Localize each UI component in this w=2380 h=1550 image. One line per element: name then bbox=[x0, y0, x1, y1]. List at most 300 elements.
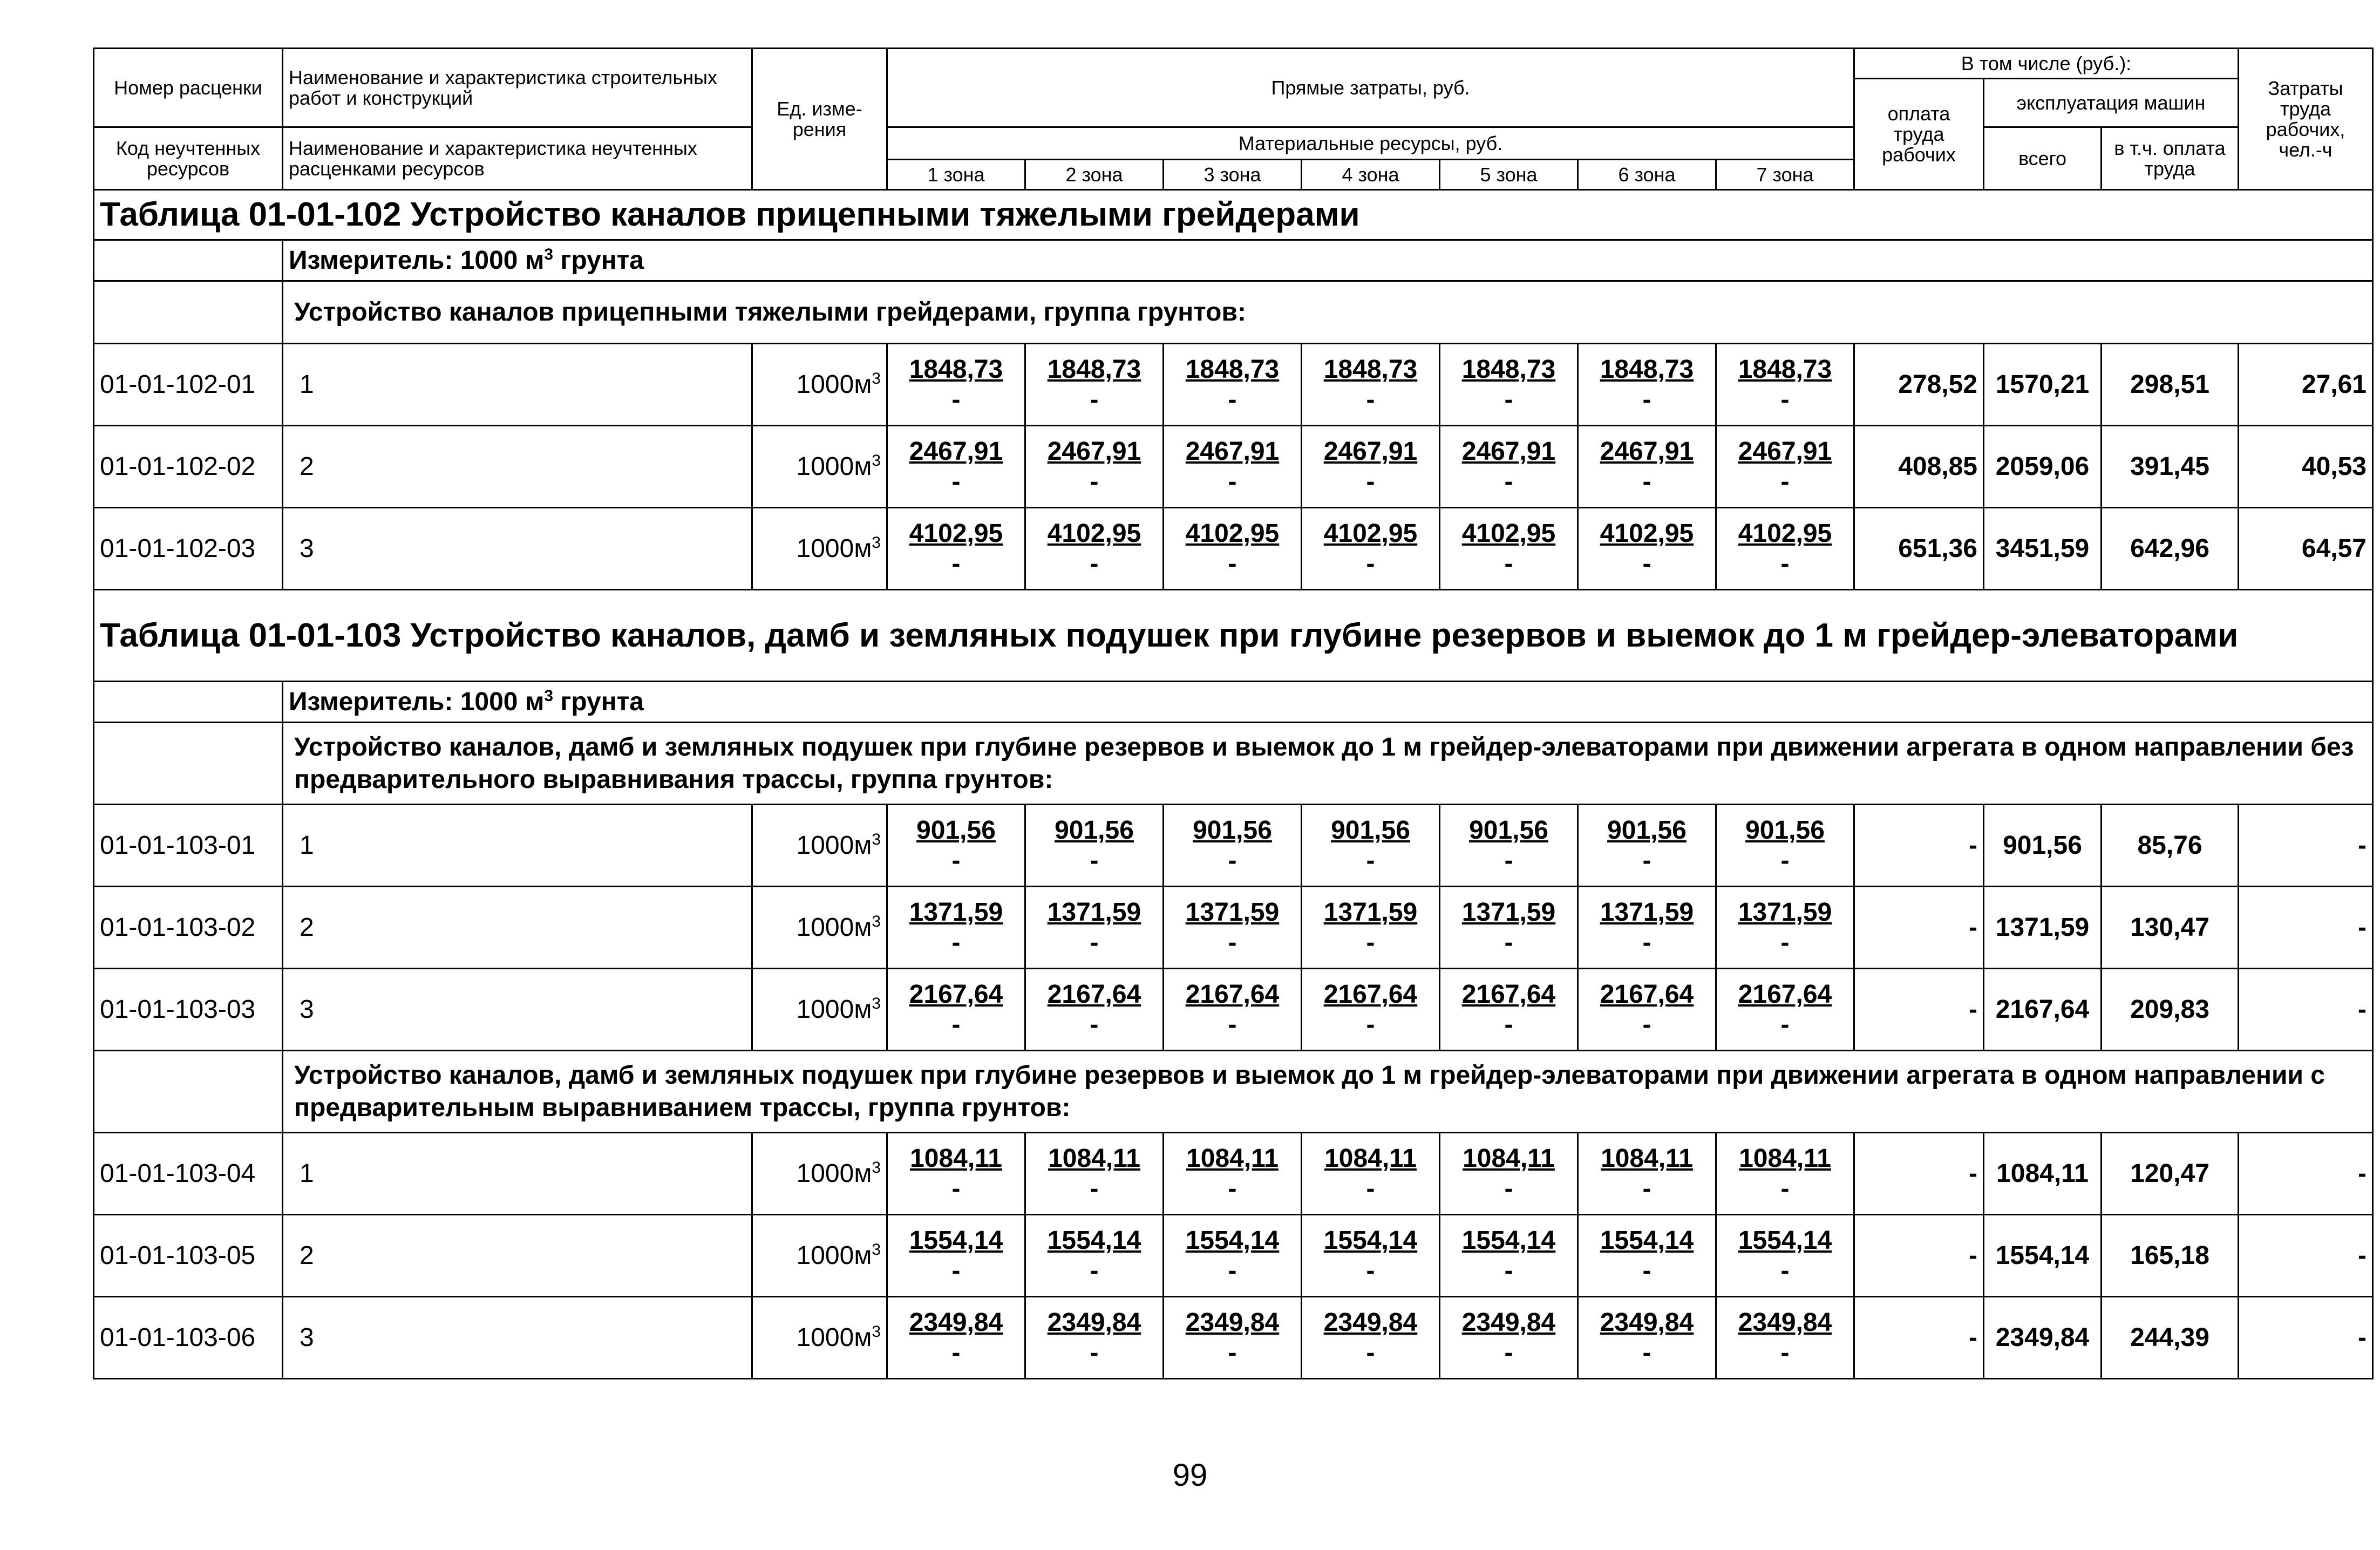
zone-resource-value: - bbox=[1642, 1010, 1651, 1039]
labor-pay: 278,52 bbox=[1854, 344, 1984, 426]
unit-cell bbox=[752, 1133, 887, 1215]
rate-code: 01-01-103-02 bbox=[94, 887, 283, 969]
zone-cost-value: 2167,64 bbox=[1185, 980, 1280, 1009]
measure-label bbox=[283, 682, 2373, 723]
group-spacer bbox=[94, 1051, 283, 1133]
zone-cost-value: 4102,95 bbox=[1738, 519, 1832, 548]
soil-group: 2 bbox=[283, 426, 752, 508]
zone-cost bbox=[1716, 344, 1854, 426]
zone-resource-value: - bbox=[1780, 467, 1790, 496]
machines-total: 1554,14 bbox=[1984, 1215, 2102, 1297]
unit-sup: 3 bbox=[872, 831, 881, 848]
zone-resource-value: - bbox=[1090, 385, 1099, 414]
zone-cost-value: 1554,14 bbox=[1323, 1226, 1418, 1255]
zone-resource-value: - bbox=[1366, 1338, 1375, 1367]
measure-label bbox=[283, 240, 2373, 281]
zone-header: 1 зона bbox=[887, 160, 1025, 190]
soil-group: 2 bbox=[283, 887, 752, 969]
zone-cost-value: 1371,59 bbox=[909, 898, 1003, 927]
machines-total: 1570,21 bbox=[1984, 344, 2102, 426]
labor-pay: - bbox=[1854, 1297, 1984, 1379]
unit-cell bbox=[752, 887, 887, 969]
unit-text: 1000м bbox=[796, 1159, 872, 1188]
zone-cost-value: 2467,91 bbox=[1600, 437, 1694, 466]
zone-cost bbox=[1716, 1215, 1854, 1297]
zone-cost bbox=[1025, 887, 1164, 969]
zone-cost-value: 1554,14 bbox=[1461, 1226, 1556, 1255]
zone-cost-value: 2467,91 bbox=[1047, 437, 1141, 466]
measure-spacer bbox=[94, 682, 283, 723]
zone-resource-value: - bbox=[1504, 1174, 1513, 1203]
zone-resource-value: - bbox=[1228, 385, 1237, 414]
zone-resource-value: - bbox=[1090, 846, 1099, 875]
zone-cost bbox=[1578, 805, 1716, 887]
unit-cell bbox=[752, 1297, 887, 1379]
zone-cost-value: 2349,84 bbox=[909, 1308, 1003, 1337]
zone-cost-value: 1848,73 bbox=[909, 355, 1003, 384]
table-title: Таблица 01-01-102 Устройство каналов прицепными тяжелыми грейдерами bbox=[94, 190, 2373, 240]
header-mach-pay: в т.ч. оплата труда bbox=[2102, 127, 2239, 190]
zone-cost bbox=[1578, 426, 1716, 508]
header-labor-cost: Затраты труда рабочих, чел.-ч bbox=[2239, 49, 2373, 190]
zone-cost bbox=[887, 969, 1025, 1051]
unit-cell bbox=[752, 805, 887, 887]
zone-cost bbox=[1578, 508, 1716, 590]
zone-cost-value: 901,56 bbox=[1745, 815, 1825, 845]
zone-resource-value: - bbox=[1780, 1010, 1790, 1039]
machines-pay: 209,83 bbox=[2102, 969, 2239, 1051]
zone-resource-value: - bbox=[1366, 1256, 1375, 1285]
zone-cost-value: 1848,73 bbox=[1323, 355, 1418, 384]
unit-cell bbox=[752, 1215, 887, 1297]
page-number: 99 bbox=[1172, 1458, 1208, 1493]
zone-cost bbox=[887, 1133, 1025, 1215]
zone-cost-value: 2349,84 bbox=[1600, 1308, 1694, 1337]
zone-header: 7 зона bbox=[1716, 160, 1854, 190]
zone-header: 5 зона bbox=[1440, 160, 1578, 190]
machines-total: 2167,64 bbox=[1984, 969, 2102, 1051]
zone-cost-value: 4102,95 bbox=[1185, 519, 1280, 548]
labor-cost: 40,53 bbox=[2239, 426, 2373, 508]
zone-cost-value: 4102,95 bbox=[1047, 519, 1141, 548]
zone-cost bbox=[1025, 1297, 1164, 1379]
zone-header: 3 зона bbox=[1164, 160, 1302, 190]
zone-cost-value: 2467,91 bbox=[1323, 437, 1418, 466]
zone-resource-value: - bbox=[951, 1010, 961, 1039]
zone-cost bbox=[1716, 508, 1854, 590]
zone-cost bbox=[1578, 344, 1716, 426]
zone-cost bbox=[1716, 1297, 1854, 1379]
machines-pay: 298,51 bbox=[2102, 344, 2239, 426]
zone-resource-value: - bbox=[1228, 1256, 1237, 1285]
machines-total: 1084,11 bbox=[1984, 1133, 2102, 1215]
unit-sup: 3 bbox=[872, 534, 881, 552]
header-machines: эксплуатация машин bbox=[1984, 79, 2239, 127]
zone-cost bbox=[1164, 805, 1302, 887]
header-resource-code: Код неучтенных ресурсов bbox=[94, 127, 283, 190]
machines-total: 2059,06 bbox=[1984, 426, 2102, 508]
zone-cost bbox=[887, 887, 1025, 969]
zone-resource-value: - bbox=[1780, 1256, 1790, 1285]
zone-resource-value: - bbox=[1780, 1338, 1790, 1367]
zone-cost bbox=[1164, 1297, 1302, 1379]
zone-cost bbox=[1302, 969, 1440, 1051]
zone-cost bbox=[1440, 805, 1578, 887]
rate-code: 01-01-102-03 bbox=[94, 508, 283, 590]
unit-cell bbox=[752, 508, 887, 590]
zone-resource-value: - bbox=[1504, 1256, 1513, 1285]
zone-resource-value: - bbox=[951, 549, 961, 578]
soil-group: 1 bbox=[283, 1133, 752, 1215]
zone-cost bbox=[1025, 344, 1164, 426]
zone-cost bbox=[1025, 426, 1164, 508]
rate-code: 01-01-102-01 bbox=[94, 344, 283, 426]
zone-cost bbox=[1025, 1133, 1164, 1215]
zone-cost-value: 2467,91 bbox=[909, 437, 1003, 466]
zone-cost bbox=[1164, 344, 1302, 426]
zone-cost bbox=[887, 1215, 1025, 1297]
zone-resource-value: - bbox=[951, 467, 961, 496]
zone-cost bbox=[1578, 1133, 1716, 1215]
header-resource-name: Наименование и характеристика неучтенных расценками ресурсов bbox=[283, 127, 752, 190]
soil-group: 2 bbox=[283, 1215, 752, 1297]
zone-cost bbox=[1440, 969, 1578, 1051]
zone-cost-value: 1554,14 bbox=[1600, 1226, 1694, 1255]
zone-cost-value: 2349,84 bbox=[1323, 1308, 1418, 1337]
measure-sup: 3 bbox=[544, 246, 554, 263]
labor-pay: 651,36 bbox=[1854, 508, 1984, 590]
zone-resource-value: - bbox=[1090, 549, 1099, 578]
zone-cost bbox=[1164, 508, 1302, 590]
zone-cost-value: 901,56 bbox=[1193, 815, 1272, 845]
zone-resource-value: - bbox=[1504, 1338, 1513, 1367]
zone-resource-value: - bbox=[1780, 846, 1790, 875]
measure-tail: грунта bbox=[553, 246, 644, 275]
unit-cell bbox=[752, 344, 887, 426]
zone-cost-value: 1554,14 bbox=[909, 1226, 1003, 1255]
rates-table bbox=[93, 47, 2374, 1379]
soil-group: 1 bbox=[283, 805, 752, 887]
zone-cost bbox=[1578, 1297, 1716, 1379]
measure-text: Измеритель: 1000 м bbox=[289, 688, 545, 716]
zone-resource-value: - bbox=[1228, 549, 1237, 578]
zone-resource-value: - bbox=[1366, 1010, 1375, 1039]
zone-resource-value: - bbox=[1504, 1010, 1513, 1039]
header-incl: В том числе (руб.): bbox=[1854, 49, 2239, 79]
labor-cost: 64,57 bbox=[2239, 508, 2373, 590]
zone-cost bbox=[1164, 887, 1302, 969]
zone-cost-value: 1848,73 bbox=[1738, 355, 1832, 384]
zone-header: 2 зона bbox=[1025, 160, 1164, 190]
zone-cost-value: 1848,73 bbox=[1185, 355, 1280, 384]
labor-pay: - bbox=[1854, 969, 1984, 1051]
unit-sup: 3 bbox=[872, 370, 881, 387]
zone-cost-value: 1554,14 bbox=[1738, 1226, 1832, 1255]
header-code: Номер расценки bbox=[94, 49, 283, 127]
zone-resource-value: - bbox=[1504, 549, 1513, 578]
zone-resource-value: - bbox=[951, 928, 961, 957]
zone-resource-value: - bbox=[1090, 1174, 1099, 1203]
zone-cost bbox=[1025, 805, 1164, 887]
zone-cost bbox=[1440, 344, 1578, 426]
zone-cost-value: 901,56 bbox=[1331, 815, 1410, 845]
zone-resource-value: - bbox=[1366, 549, 1375, 578]
zone-cost bbox=[1578, 1215, 1716, 1297]
zone-cost-value: 1371,59 bbox=[1600, 898, 1694, 927]
zone-cost bbox=[1302, 344, 1440, 426]
machines-pay: 130,47 bbox=[2102, 887, 2239, 969]
zone-cost bbox=[887, 1297, 1025, 1379]
zone-cost bbox=[1302, 1297, 1440, 1379]
labor-pay: - bbox=[1854, 805, 1984, 887]
zone-resource-value: - bbox=[1228, 1010, 1237, 1039]
labor-cost: 27,61 bbox=[2239, 344, 2373, 426]
machines-pay: 165,18 bbox=[2102, 1215, 2239, 1297]
zone-cost-value: 4102,95 bbox=[909, 519, 1003, 548]
unit-text: 1000м bbox=[796, 1323, 872, 1352]
header-unit: Ед. изме-рения bbox=[752, 49, 887, 190]
zone-resource-value: - bbox=[1090, 1338, 1099, 1367]
zone-resource-value: - bbox=[1504, 385, 1513, 414]
zone-resource-value: - bbox=[1504, 846, 1513, 875]
zone-resource-value: - bbox=[1642, 928, 1651, 957]
zone-resource-value: - bbox=[1228, 846, 1237, 875]
zone-resource-value: - bbox=[1780, 928, 1790, 957]
zone-cost-value: 1371,59 bbox=[1185, 898, 1280, 927]
zone-cost-value: 1084,11 bbox=[1463, 1144, 1555, 1173]
zone-cost-value: 1084,11 bbox=[1601, 1144, 1693, 1173]
zone-cost-value: 1084,11 bbox=[1048, 1144, 1140, 1173]
zone-cost-value: 4102,95 bbox=[1461, 519, 1556, 548]
zone-cost bbox=[1302, 1215, 1440, 1297]
zone-resource-value: - bbox=[1228, 467, 1237, 496]
zone-cost bbox=[1302, 426, 1440, 508]
zone-cost bbox=[1302, 508, 1440, 590]
group-description: Устройство каналов, дамб и земляных подушек при глубине резервов и выемок до 1 м грейдер-элеваторами при движении агрегата в одном направлении без предварительного выравнивания трассы, группа грунтов: bbox=[283, 723, 2373, 805]
zone-resource-value: - bbox=[1366, 467, 1375, 496]
zone-cost bbox=[1302, 1133, 1440, 1215]
zone-cost-value: 2167,64 bbox=[1461, 980, 1556, 1009]
zone-resource-value: - bbox=[1090, 1256, 1099, 1285]
soil-group: 3 bbox=[283, 1297, 752, 1379]
unit-sup: 3 bbox=[872, 995, 881, 1012]
group-spacer bbox=[94, 281, 283, 344]
rate-code: 01-01-102-02 bbox=[94, 426, 283, 508]
zone-cost-value: 2349,84 bbox=[1047, 1308, 1141, 1337]
header-name: Наименование и характеристика строительных работ и конструкций bbox=[283, 49, 752, 127]
labor-cost: - bbox=[2239, 805, 2373, 887]
unit-text: 1000м bbox=[796, 534, 872, 563]
zone-cost bbox=[887, 426, 1025, 508]
zone-cost-value: 1084,11 bbox=[1324, 1144, 1417, 1173]
group-spacer bbox=[94, 723, 283, 805]
zone-cost-value: 2167,64 bbox=[1047, 980, 1141, 1009]
machines-total: 1371,59 bbox=[1984, 887, 2102, 969]
zone-resource-value: - bbox=[1780, 385, 1790, 414]
group-description: Устройство каналов, дамб и земляных подушек при глубине резервов и выемок до 1 м грейдер-элеваторами при движении агрегата в одном направлении с предварительным выравниванием трассы, группа грунтов: bbox=[283, 1051, 2373, 1133]
zone-cost bbox=[1716, 805, 1854, 887]
rate-code: 01-01-103-06 bbox=[94, 1297, 283, 1379]
labor-cost: - bbox=[2239, 887, 2373, 969]
zone-cost-value: 4102,95 bbox=[1323, 519, 1418, 548]
soil-group: 1 bbox=[283, 344, 752, 426]
unit-text: 1000м bbox=[796, 995, 872, 1024]
zone-resource-value: - bbox=[1366, 846, 1375, 875]
machines-total: 901,56 bbox=[1984, 805, 2102, 887]
table-row bbox=[94, 887, 2373, 969]
zone-header: 6 зона bbox=[1578, 160, 1716, 190]
table-row bbox=[94, 426, 2373, 508]
zone-resource-value: - bbox=[951, 385, 961, 414]
zone-cost bbox=[1440, 508, 1578, 590]
zone-cost-value: 1554,14 bbox=[1047, 1226, 1141, 1255]
unit-text: 1000м bbox=[796, 370, 872, 399]
zone-cost-value: 1084,11 bbox=[910, 1144, 1002, 1173]
zone-resource-value: - bbox=[1090, 928, 1099, 957]
table-title: Таблица 01-01-103 Устройство каналов, дамб и земляных подушек при глубине резервов и выемок до 1 м грейдер-элеваторами bbox=[94, 590, 2373, 682]
labor-pay: - bbox=[1854, 1215, 1984, 1297]
machines-total: 3451,59 bbox=[1984, 508, 2102, 590]
zone-resource-value: - bbox=[1366, 928, 1375, 957]
table-row bbox=[94, 1297, 2373, 1379]
zone-cost bbox=[1440, 1133, 1578, 1215]
zone-cost-value: 901,56 bbox=[1055, 815, 1134, 845]
zone-resource-value: - bbox=[1504, 467, 1513, 496]
zone-resource-value: - bbox=[951, 1174, 961, 1203]
zone-cost bbox=[1440, 1215, 1578, 1297]
header-materials: Материальные ресурсы, руб. bbox=[887, 127, 1854, 160]
zone-resource-value: - bbox=[1642, 385, 1651, 414]
zone-resource-value: - bbox=[1642, 549, 1651, 578]
zone-resource-value: - bbox=[1780, 1174, 1790, 1203]
zone-cost bbox=[1025, 1215, 1164, 1297]
zone-cost bbox=[1164, 969, 1302, 1051]
zone-cost-value: 901,56 bbox=[1607, 815, 1687, 845]
zone-cost-value: 1848,73 bbox=[1600, 355, 1694, 384]
table-row bbox=[94, 508, 2373, 590]
zone-cost-value: 2167,64 bbox=[1738, 980, 1832, 1009]
zone-resource-value: - bbox=[1642, 467, 1651, 496]
zone-cost bbox=[1578, 887, 1716, 969]
zone-cost-value: 1848,73 bbox=[1461, 355, 1556, 384]
zone-cost-value: 2467,91 bbox=[1738, 437, 1832, 466]
zone-cost-value: 901,56 bbox=[916, 815, 996, 845]
measure-tail: грунта bbox=[553, 688, 644, 716]
table-row bbox=[94, 1215, 2373, 1297]
zone-cost-value: 1554,14 bbox=[1185, 1226, 1280, 1255]
header-direct-costs: Прямые затраты, руб. bbox=[887, 49, 1854, 127]
zone-cost-value: 1371,59 bbox=[1047, 898, 1141, 927]
zone-cost bbox=[1302, 887, 1440, 969]
labor-pay: - bbox=[1854, 1133, 1984, 1215]
unit-text: 1000м bbox=[796, 831, 872, 860]
zone-cost-value: 2349,84 bbox=[1738, 1308, 1832, 1337]
machines-pay: 244,39 bbox=[2102, 1297, 2239, 1379]
measure-text: Измеритель: 1000 м bbox=[289, 246, 545, 275]
zone-resource-value: - bbox=[1228, 1338, 1237, 1367]
unit-text: 1000м bbox=[796, 452, 872, 481]
zone-resource-value: - bbox=[1642, 1256, 1651, 1285]
zone-resource-value: - bbox=[1090, 467, 1099, 496]
unit-cell bbox=[752, 969, 887, 1051]
zone-cost bbox=[1440, 426, 1578, 508]
header-mach-total: всего bbox=[1984, 127, 2102, 190]
zone-resource-value: - bbox=[1642, 1174, 1651, 1203]
group-description: Устройство каналов прицепными тяжелыми грейдерами, группа грунтов: bbox=[283, 281, 2373, 344]
zone-resource-value: - bbox=[1366, 1174, 1375, 1203]
labor-cost: - bbox=[2239, 1133, 2373, 1215]
zone-resource-value: - bbox=[951, 1256, 961, 1285]
zone-cost-value: 901,56 bbox=[1469, 815, 1548, 845]
zone-cost bbox=[1716, 887, 1854, 969]
zone-resource-value: - bbox=[1228, 1174, 1237, 1203]
zone-cost bbox=[1025, 508, 1164, 590]
unit-cell bbox=[752, 426, 887, 508]
zone-cost bbox=[1716, 426, 1854, 508]
zone-cost-value: 2349,84 bbox=[1461, 1308, 1556, 1337]
zone-resource-value: - bbox=[1642, 1338, 1651, 1367]
zone-cost-value: 2167,64 bbox=[909, 980, 1003, 1009]
table-row bbox=[94, 969, 2373, 1051]
zone-cost bbox=[1025, 969, 1164, 1051]
measure-spacer bbox=[94, 240, 283, 281]
zone-cost-value: 1371,59 bbox=[1323, 898, 1418, 927]
zone-resource-value: - bbox=[1780, 549, 1790, 578]
machines-pay: 120,47 bbox=[2102, 1133, 2239, 1215]
rate-code: 01-01-103-05 bbox=[94, 1215, 283, 1297]
zone-cost-value: 4102,95 bbox=[1600, 519, 1694, 548]
soil-group: 3 bbox=[283, 508, 752, 590]
unit-text: 1000м bbox=[796, 1241, 872, 1270]
measure-sup: 3 bbox=[544, 687, 554, 705]
zone-resource-value: - bbox=[1090, 1010, 1099, 1039]
zone-resource-value: - bbox=[1366, 385, 1375, 414]
unit-sup: 3 bbox=[872, 452, 881, 470]
zone-cost bbox=[1302, 805, 1440, 887]
zone-resource-value: - bbox=[1228, 928, 1237, 957]
zone-cost bbox=[1164, 1215, 1302, 1297]
machines-total: 2349,84 bbox=[1984, 1297, 2102, 1379]
zone-resource-value: - bbox=[951, 1338, 961, 1367]
unit-text: 1000м bbox=[796, 913, 872, 942]
table-row bbox=[94, 805, 2373, 887]
labor-cost: - bbox=[2239, 1297, 2373, 1379]
rate-code: 01-01-103-01 bbox=[94, 805, 283, 887]
zone-cost bbox=[1164, 426, 1302, 508]
zone-cost-value: 1084,11 bbox=[1186, 1144, 1279, 1173]
unit-sup: 3 bbox=[872, 913, 881, 930]
table-row bbox=[94, 1133, 2373, 1215]
machines-pay: 642,96 bbox=[2102, 508, 2239, 590]
zone-resource-value: - bbox=[1504, 928, 1513, 957]
unit-sup: 3 bbox=[872, 1323, 881, 1341]
zone-resource-value: - bbox=[951, 846, 961, 875]
zone-cost bbox=[1578, 969, 1716, 1051]
unit-sup: 3 bbox=[872, 1241, 881, 1259]
zone-cost bbox=[1164, 1133, 1302, 1215]
zone-cost-value: 2349,84 bbox=[1185, 1308, 1280, 1337]
labor-cost: - bbox=[2239, 969, 2373, 1051]
zone-cost bbox=[887, 805, 1025, 887]
zone-header: 4 зона bbox=[1302, 160, 1440, 190]
zone-cost-value: 1371,59 bbox=[1738, 898, 1832, 927]
zone-resource-value: - bbox=[1642, 846, 1651, 875]
zone-cost bbox=[1440, 1297, 1578, 1379]
machines-pay: 391,45 bbox=[2102, 426, 2239, 508]
header-labor-pay: оплата труда рабочих bbox=[1854, 79, 1984, 190]
soil-group: 3 bbox=[283, 969, 752, 1051]
zone-cost-value: 1084,11 bbox=[1739, 1144, 1831, 1173]
